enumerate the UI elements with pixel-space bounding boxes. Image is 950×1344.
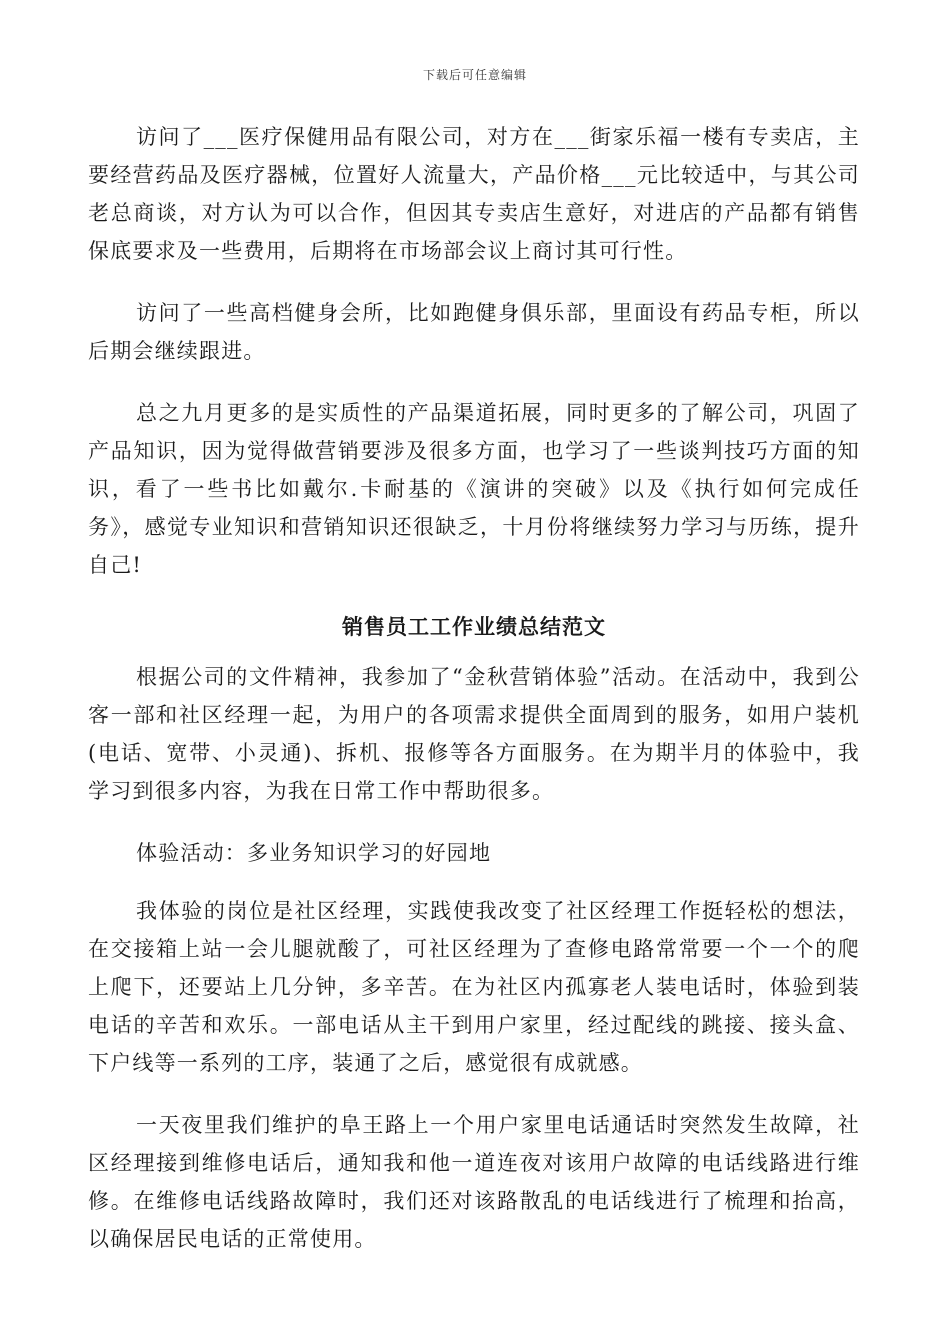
paragraph-community-manager: 我体验的岗位是社区经理，实践使我改变了社区经理工作挺轻松的想法，在交接箱上站一会儿腿就酸了，可社区经理为了查修电路常常要一个一个的爬上爬下，还要站上几分钟，多辛苦。在为社区内孤寡老人装电话时，体验到装电话的辛苦和欢乐。一部电话从主干到用户家里，经过配线的跳接、接头盒、下户线等一系列的工序，装通了之后，感觉很有成就感。 bbox=[88, 899, 860, 1075]
paragraph-visit-medical-company: 访问了___医疗保健用品有限公司，对方在___街家乐福一楼有专卖店，主要经营药品及医疗器械，位置好人流量大，产品价格___元比较适中，与其公司老总商谈，对方认为可以合作，但因其专卖店生意好，对进店的产品都有销售保底要求及一些费用，后期将在市场部会议上商讨其可行性。 bbox=[88, 125, 860, 263]
paragraph-september-summary: 总之九月更多的是实质性的产品渠道拓展，同时更多的了解公司，巩固了产品知识，因为觉得做营销要涉及很多方面，也学习了一些谈判技巧方面的知识，看了一些书比如戴尔.卡耐基的《演讲的突破》以及《执行如何完成任务》，感觉专业知识和营销知识还很缺乏，十月份将继续努力学习与历练，提升自己! bbox=[88, 401, 860, 577]
paragraph-activity-subtitle: 体验活动：多业务知识学习的好园地 bbox=[136, 841, 492, 865]
page-header-note: 下载后可任意编辑 bbox=[422, 68, 527, 82]
paragraph-visit-fitness-clubs: 访问了一些高档健身会所，比如跑健身俱乐部，里面设有药品专柜，所以后期会继续跟进。 bbox=[88, 301, 860, 363]
section-title: 销售员工工作业绩总结范文 bbox=[342, 614, 606, 639]
document-body bbox=[88, 118, 860, 1282]
paragraph-night-repair: 一天夜里我们维护的阜王路上一个用户家里电话通话时突然发生故障，社区经理接到维修电话后，通知我和他一道连夜对该用户故障的电话线路进行维修。在维修电话线路故障时，我们还对该路散乱的电话线进行了梳理和抬高，以确保居民电话的正常使用。 bbox=[88, 1113, 860, 1251]
paragraph-activity-intro: 根据公司的文件精神，我参加了“金秋营销体验”活动。在活动中，我到公客一部和社区经理一起，为用户的各项需求提供全面周到的服务，如用户装机(电话、宽带、小灵通)、拆机、报修等各方面服务。在为期半月的体验中，我学习到很多内容，为我在日常工作中帮助很多。 bbox=[88, 665, 860, 803]
